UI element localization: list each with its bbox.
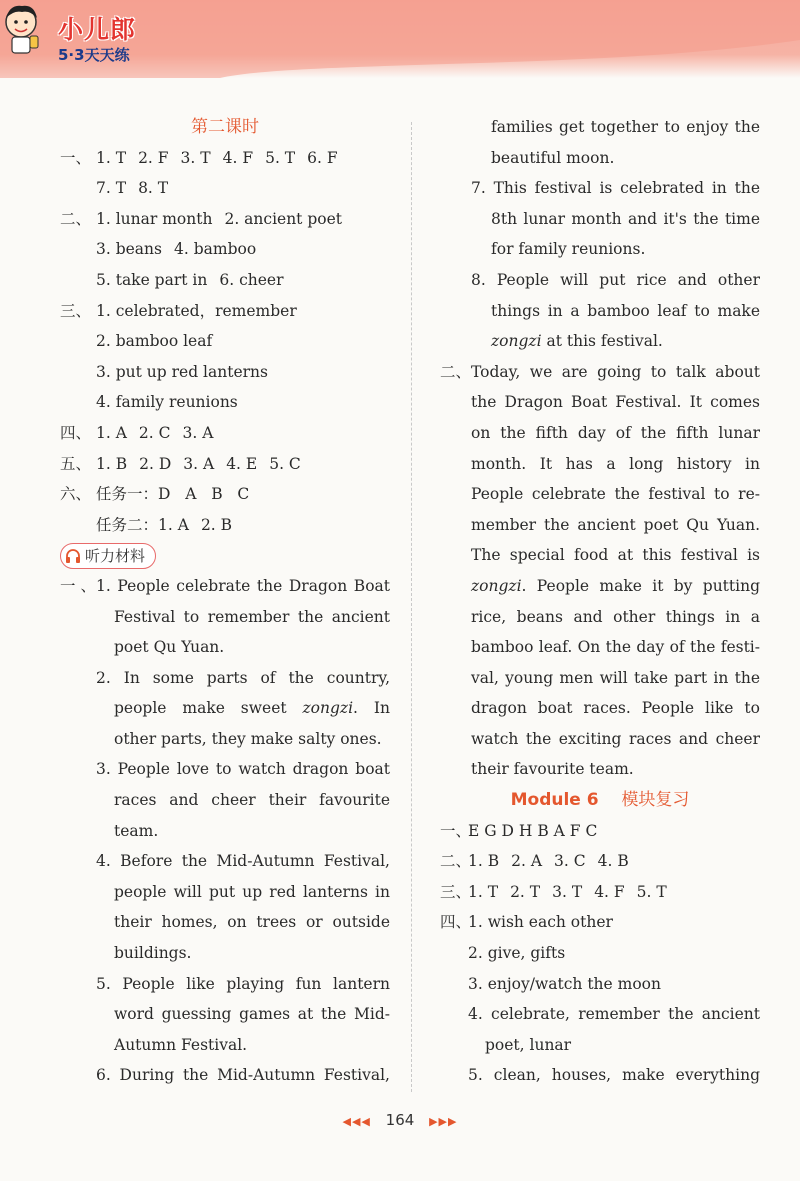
answer-row	[60, 204, 390, 235]
brand-title: 小儿郎	[58, 15, 137, 44]
answer: 6. cheer	[219, 270, 284, 289]
module-title-en: Module 6	[510, 790, 599, 811]
answer: 1. B	[96, 454, 128, 473]
transcript-line: member the ancient poet Qu Yuan.	[471, 515, 760, 534]
transcript-line: 8. People will put rice and other	[471, 270, 760, 289]
answer-row	[60, 296, 390, 327]
answer: 5. take part in	[96, 270, 208, 289]
section-marker: 四、	[60, 423, 92, 442]
section-marker: 一、	[440, 821, 472, 840]
answer-row: 5. clean, houses, make everything	[468, 1066, 760, 1085]
answer: 7. T	[96, 179, 127, 198]
section-marker: 二、	[60, 209, 92, 228]
transcript-line: 6. During the Mid-Autumn Festival,	[96, 1066, 390, 1085]
transcript-text: 1. People celebrate the Dragon Boat	[96, 576, 390, 595]
column-divider	[411, 122, 412, 1092]
answer-row	[440, 907, 760, 938]
section-marker: 三、	[60, 301, 92, 320]
answer: 5. C	[269, 454, 301, 473]
transcript-line: poet Qu Yuan.	[114, 638, 225, 657]
transcript-line: 5. People like playing fun lantern	[96, 974, 390, 993]
listening-header	[60, 540, 390, 571]
answer: 1. celebrated，remember	[96, 301, 297, 320]
transcript-text: at this festival.	[541, 332, 663, 351]
answer-row: 2. bamboo leaf	[96, 332, 213, 351]
answer: 4. F	[594, 882, 625, 901]
brand-subtitle: 5·3天天练	[58, 46, 130, 64]
transcript-line: 2. In some parts of the country,	[96, 668, 390, 687]
answer: 3. T	[180, 148, 211, 167]
answer: 1. T	[96, 148, 127, 167]
task-label: 任务一：	[96, 485, 159, 504]
answer-row: 4. celebrate, remember the ancient	[468, 1005, 760, 1024]
answer: 1. B	[468, 852, 500, 871]
answer-row: 4. family reunions	[96, 393, 238, 412]
transcript-text: Today, we are going to talk about	[471, 362, 760, 381]
section-title: 第二课时	[191, 117, 259, 137]
listening-label: 听力材料	[85, 547, 146, 566]
answer-row	[60, 265, 390, 296]
transcript-line	[440, 357, 760, 388]
answer-row: 3. enjoy/watch the moon	[468, 974, 661, 993]
section-marker: 五、	[60, 454, 92, 473]
answer-row	[60, 234, 390, 265]
transcript-line: People celebrate the festival to re-	[471, 485, 760, 504]
transcript-italic: zongzi	[302, 699, 354, 718]
transcript-line	[440, 326, 760, 357]
transcript-text: . People make it by putting	[521, 576, 760, 595]
answer: 3. A	[183, 454, 215, 473]
transcript-line: Autumn Festival.	[114, 1035, 248, 1054]
answer: 3. A	[182, 423, 214, 442]
transcript-line: bamboo leaf. On the day of the festi-	[471, 638, 760, 657]
transcript-line: rice, beans and other things in a	[471, 607, 760, 626]
transcript-line: families get together to enjoy the	[491, 118, 760, 136]
right-column	[440, 112, 760, 1091]
answer-row: 3. put up red lanterns	[96, 362, 268, 381]
transcript-line: month. It has a long history in	[471, 454, 760, 473]
section-marker: 四、	[440, 913, 472, 932]
prev-arrows-icon: ◀◀◀	[342, 1115, 371, 1128]
transcript-line: 8th lunar month and it's the time	[491, 209, 760, 228]
answer-row: poet, lunar	[485, 1035, 572, 1054]
section-marker: 一、	[60, 148, 92, 167]
page-footer	[0, 1111, 800, 1129]
transcript-line: 4. Before the Mid-Autumn Festival,	[96, 852, 390, 871]
next-arrows-icon: ▶▶▶	[429, 1115, 458, 1128]
answer: D A B C	[158, 485, 250, 504]
transcript-line: beautiful moon.	[491, 148, 615, 167]
answer: 3. T	[552, 882, 583, 901]
answer: 8. T	[138, 179, 169, 198]
module-title	[440, 785, 760, 816]
answer: 4. bamboo	[174, 240, 257, 259]
transcript-line: team.	[114, 821, 159, 840]
answer: 2. D	[139, 454, 172, 473]
transcript-line: on the fifth day of the fifth lunar	[471, 423, 760, 442]
transcript-line: word guessing games at the Mid-	[114, 1005, 390, 1024]
brand-logo	[58, 10, 136, 65]
transcript-line	[60, 571, 390, 602]
page-number: 164	[385, 1111, 415, 1129]
answer: 3. C	[554, 852, 586, 871]
transcript-line: the Dragon Boat Festival. It comes	[471, 393, 760, 412]
answer: 2. B	[200, 515, 233, 534]
answer-row	[60, 173, 390, 204]
answer: 1. lunar month	[96, 209, 213, 228]
answer: 3. beans	[96, 240, 162, 259]
answer: 1. A	[96, 423, 127, 442]
transcript-line: other parts, they make salty ones.	[114, 729, 382, 748]
module-title-cn: 模块复习	[621, 790, 690, 811]
transcript-line: 7. This festival is celebrated in the	[471, 179, 760, 198]
transcript-line	[60, 693, 390, 724]
section-marker: 六、	[60, 485, 92, 504]
left-column	[60, 112, 390, 1091]
transcript-line: Festival to remember the ancient	[114, 607, 390, 626]
transcript-line: The special food at this festival is	[471, 546, 760, 565]
transcript-line: races and cheer their favourite	[114, 791, 390, 810]
transcript-line: val, young men will take part in the	[471, 668, 760, 687]
transcript-text: people make sweet	[114, 699, 303, 718]
answer: 4. E	[226, 454, 258, 473]
transcript-line: for family reunions.	[491, 240, 646, 259]
header-band	[0, 0, 800, 78]
transcript-line: their homes, on trees or outside	[114, 913, 390, 932]
mascot-icon	[0, 0, 42, 58]
headphones-icon	[65, 548, 81, 564]
transcript-line: things in a bamboo leaf to make	[491, 301, 760, 320]
section-marker: 二、	[440, 852, 472, 871]
transcript-line: their favourite team.	[471, 760, 634, 779]
transcript-italic: zongzi	[471, 576, 522, 595]
answer: 1. wish each other	[468, 913, 613, 932]
transcript-line: dragon boat races. People like to	[471, 699, 760, 718]
transcript-line: watch the exciting races and cheer	[471, 729, 760, 748]
answer-row	[60, 143, 390, 174]
section-marker: 三、	[440, 882, 472, 901]
answer-row: 2. give, gifts	[468, 944, 566, 963]
answer: 4. B	[597, 852, 629, 871]
answer: 2. ancient poet	[224, 209, 342, 228]
answer: 2. C	[138, 423, 171, 442]
answer-row	[60, 418, 390, 449]
answer: 1. T	[468, 882, 499, 901]
transcript-italic: zongzi	[491, 332, 542, 351]
answer: 6. F	[307, 148, 338, 167]
answer-row	[60, 479, 390, 510]
listening-badge	[60, 543, 156, 569]
answer-row	[60, 510, 390, 541]
answer-row	[440, 846, 760, 877]
section-marker: 二、	[440, 362, 472, 381]
answer: 4. F	[222, 148, 254, 167]
answer-row	[60, 449, 390, 480]
answer-row	[440, 877, 760, 908]
transcript-text: . In	[353, 699, 390, 718]
transcript-line: 3. People love to watch dragon boat	[96, 760, 390, 779]
transcript-line	[440, 571, 760, 602]
transcript-line: buildings.	[114, 944, 192, 963]
section-marker: 一、	[60, 576, 96, 595]
answer: E G D H B A F C	[468, 821, 598, 840]
answer: 5. T	[636, 882, 667, 901]
answer: 2. F	[138, 148, 169, 167]
answer-row	[440, 816, 760, 847]
answer: 1. A	[158, 515, 189, 534]
transcript-line: people will put up red lanterns in	[114, 882, 390, 901]
answer: 5. T	[265, 148, 296, 167]
task-label: 任务二：	[96, 515, 159, 534]
answer: 2. A	[511, 852, 543, 871]
answer: 2. T	[510, 882, 541, 901]
